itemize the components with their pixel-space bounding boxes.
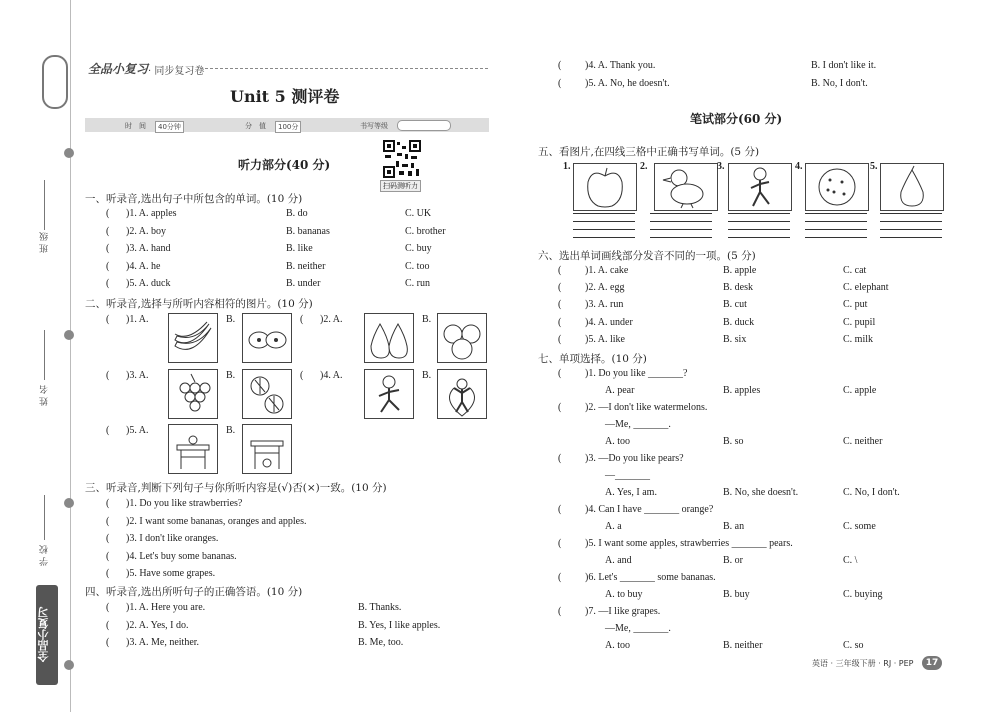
list-item: ( )1. Do you like _______?	[558, 368, 688, 379]
list-item: ( )2. I want some bananas, oranges and apples.	[106, 515, 307, 527]
list-item: ( )7. —I like grapes.	[558, 606, 661, 617]
options-row: A. too B. neither C. so	[605, 640, 864, 651]
options-row: A. and B. or C. \	[605, 555, 858, 566]
list-item: ( )1. A. apples B. do C. UK	[106, 208, 432, 219]
class-line	[44, 180, 45, 230]
writing-lines[interactable]	[650, 213, 712, 239]
s2-item1-a: )1. A.	[126, 314, 149, 325]
s2-item2-a: )2. A.	[320, 314, 343, 325]
writing-header: 笔试部分(60 分)	[690, 112, 783, 126]
list-item: ( )3. A. run B. cut C. put	[558, 299, 868, 311]
vertical-brand: 全品小复习	[36, 585, 58, 685]
qr-code-icon[interactable]	[383, 140, 421, 178]
options-row: A. pear B. apples C. apple	[605, 385, 877, 396]
name-label: 姓 名	[40, 385, 50, 406]
list-item: ( )1. Do you like strawberries?	[106, 498, 243, 509]
list-item: —Me, _______.	[605, 419, 671, 430]
writing-lines[interactable]	[805, 213, 867, 239]
s4-title: 四、听录音,选出所听句子的正确答语。(10 分)	[85, 586, 303, 598]
s1-list	[106, 208, 506, 296]
info-bar	[85, 118, 489, 132]
time-label: 时 间	[125, 122, 146, 130]
s3-title: 三、听录音,判断下列句子与你所听内容是(√)否(×)一致。(10 分)	[85, 482, 387, 494]
list-item: ( )2. A. Yes, I do. B. Yes, I like apples.	[106, 619, 441, 631]
page-title: Unit 5 测评卷	[230, 87, 340, 106]
list-item: ( )1. A. cake B. apple C. cat	[558, 265, 867, 276]
writing-label: 书写等级	[360, 122, 388, 130]
list-item: ( )4. A. under B. duck C. pupil	[558, 316, 876, 328]
s2-item5-a: )5. A.	[126, 425, 149, 436]
s7-title: 七、单项选择。(10 分)	[538, 353, 647, 365]
s7-list	[558, 368, 958, 657]
list-item: ( )4. Can I have _______ orange?	[558, 504, 714, 515]
list-item: ( )4. A. he B. neither C. too	[106, 260, 430, 272]
s2-item5-b: B.	[226, 425, 236, 436]
s5-num: 5.	[870, 161, 878, 172]
s2-item2-b: B.	[422, 314, 432, 325]
list-item: ( )5. I want some apples, strawberries _______ pears.	[558, 538, 793, 549]
list-item: ( )5. Have some grapes.	[106, 568, 216, 579]
kiwi-icon	[242, 313, 292, 363]
brand-logo-icon	[42, 55, 68, 109]
list-item: ( )3. —Do you like pears?	[558, 453, 684, 464]
score-value: 100分	[275, 121, 301, 133]
s2-item4-b: B.	[422, 370, 432, 381]
bananas-icon	[168, 313, 218, 363]
s2-item3-a: )3. A.	[126, 370, 149, 381]
qr-label: 扫码测听力	[380, 180, 421, 192]
apples-icon	[437, 313, 487, 363]
desk-with-ball-under-icon	[242, 424, 292, 474]
apple-icon	[573, 163, 637, 211]
options-row: A. Yes, I am. B. No, she doesn't. C. No, I don't.	[605, 487, 900, 498]
s5-num: 2.	[640, 161, 648, 172]
list-item: ( )6. Let's _______ some bananas.	[558, 572, 716, 583]
pears-icon	[364, 313, 414, 363]
list-item: —_______	[605, 470, 650, 481]
s4-list-right	[558, 60, 958, 95]
list-item: ( )4. A. Thank you. B. I don't like it.	[558, 60, 877, 71]
options-row: A. too B. so C. neither	[605, 436, 883, 447]
writing-lines[interactable]	[728, 213, 790, 239]
s2-title: 二、听录音,选择与所听内容相符的图片。(10 分)	[85, 298, 313, 310]
list-item: ( )5. A. like B. six C. milk	[558, 333, 874, 345]
options-row: A. a B. an C. some	[605, 521, 876, 532]
list-item: ( )3. I don't like oranges.	[106, 533, 219, 544]
list-item: ( )2. A. boy B. bananas C. brother	[106, 225, 446, 237]
name-line	[44, 330, 45, 380]
header-rule	[200, 68, 488, 69]
score-label: 分 值	[245, 122, 266, 130]
binding-hole	[64, 660, 74, 670]
list-item: ( )2. —I don't like watermelons.	[558, 402, 708, 413]
pear-icon	[880, 163, 944, 211]
s6-title: 六、选出单词画线部分发音不同的一项。(5 分)	[538, 250, 756, 262]
list-item: ( )3. A. Me, neither. B. Me, too.	[106, 637, 404, 648]
time-value: 40分钟	[155, 121, 184, 133]
running-boy-icon	[364, 369, 414, 419]
list-item: ( )2. A. egg B. desk C. elephant	[558, 282, 889, 294]
page-number: 17	[922, 656, 942, 670]
footer-text: 英语 · 三年级下册 · RJ · PEP	[812, 659, 914, 668]
listening-header: 听力部分(40 分)	[238, 158, 331, 172]
binding-hole	[64, 498, 74, 508]
list-item: ( )5. A. No, he doesn't. B. No, I don't.	[558, 77, 868, 89]
s5-num: 3.	[717, 161, 725, 172]
s5-title: 五、看图片,在四线三格中正确书写单词。(5 分)	[538, 146, 760, 158]
writing-lines[interactable]	[880, 213, 942, 239]
list-item: —Me, _______.	[605, 623, 671, 634]
s5-num: 4.	[795, 161, 803, 172]
rating-stars	[397, 120, 451, 131]
s2-item1-b: B.	[226, 314, 236, 325]
class-label: 班 级	[40, 232, 50, 253]
school-label: 学 校	[40, 545, 50, 566]
list-item: ( )4. Let's buy some bananas.	[106, 550, 237, 562]
school-line	[44, 495, 45, 540]
brand-subtitle: · 同步复习卷	[148, 66, 205, 77]
binding-hole	[64, 148, 74, 158]
running-boy-icon	[728, 163, 792, 211]
s3-list	[106, 498, 506, 586]
s2-item3-b: B.	[226, 370, 236, 381]
s2-item4-a: )4. A.	[320, 370, 343, 381]
duck-icon	[654, 163, 718, 211]
desk-with-ball-on-icon	[168, 424, 218, 474]
jumping-rope-icon	[437, 369, 487, 419]
list-item: ( )3. A. hand B. like C. buy	[106, 243, 432, 254]
s5-num: 1.	[563, 161, 571, 172]
binding-hole	[64, 330, 74, 340]
s6-list	[558, 265, 958, 351]
watermelon-icon	[805, 163, 869, 211]
s4-list-left	[106, 602, 506, 655]
list-item: ( )5. A. duck B. under C. run	[106, 278, 430, 289]
list-item: ( )1. A. Here you are. B. Thanks.	[106, 602, 402, 613]
grapes-icon	[168, 369, 218, 419]
watermelons-icon	[242, 369, 292, 419]
writing-lines[interactable]	[573, 213, 635, 239]
brand-name: 全品小复习	[88, 62, 149, 76]
options-row: A. to buy B. buy C. buying	[605, 589, 883, 600]
s1-title: 一、听录音,选出句子中所包含的单词。(10 分)	[85, 193, 303, 205]
